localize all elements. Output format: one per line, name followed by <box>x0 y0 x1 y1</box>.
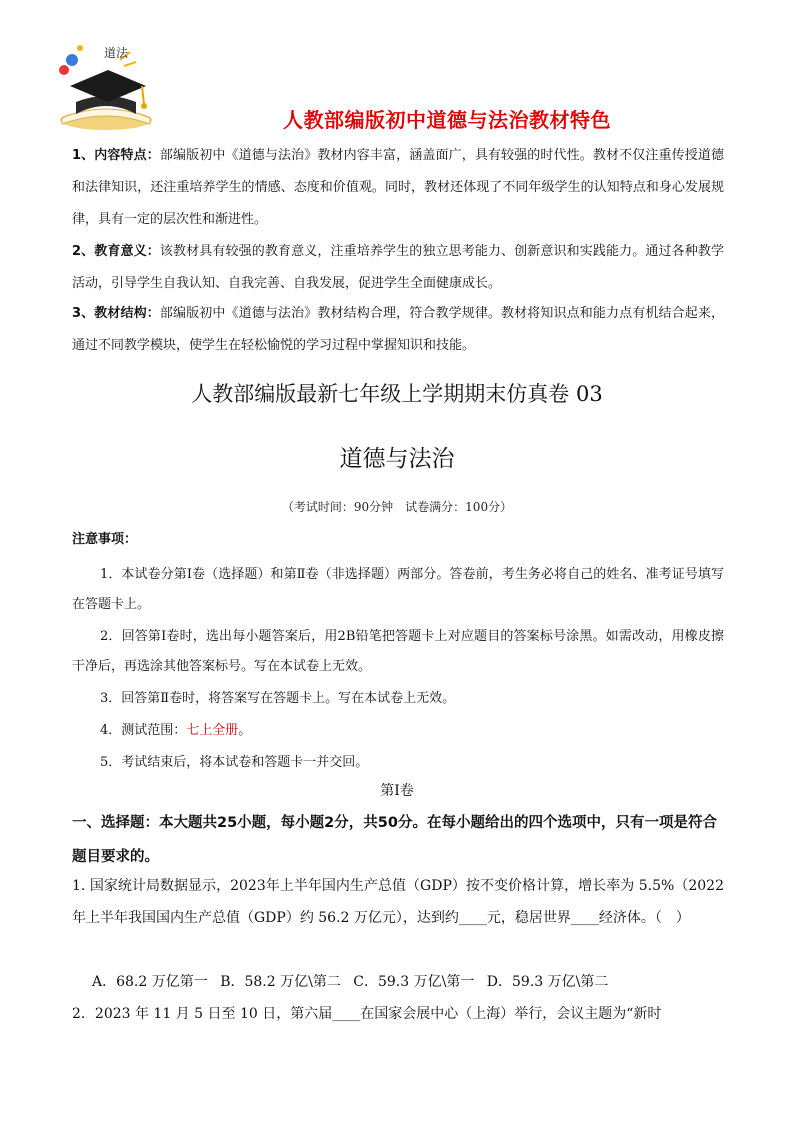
feature-structure <box>72 298 724 362</box>
feature-head: 1、内容特点： <box>72 148 160 163</box>
feature-text: 该教材具有较强的教育意义，注重培养学生的独立思考能力、创新意识和实践能力。通过各种教学活动，引导学生自我认知、自我完善、自我发展，促进学生全面健康成长。 <box>72 244 724 291</box>
feature-head: 3、教材结构： <box>72 306 160 321</box>
notice-item: 2．回答第Ⅰ卷时，选出每小题答案后，用2B铅笔把答题卡上对应题目的答案标号涂黑。如需改动，用橡皮擦干净后，再选涂其他答案标号。写在本试卷上无效。 <box>72 629 724 674</box>
feature-text: 部编版初中《道德与法治》教材内容丰富，涵盖面广，具有较强的时代性。教材不仅注重传授道德和法律知识，还注重培养学生的情感、态度和价值观。同时，教材还体现了不同年级学生的认知特点和身心发展规律，具有一定的层次性和渐进性。 <box>72 148 724 227</box>
option-b: B．58.2 万亿\第二 <box>220 974 341 990</box>
question-1-options <box>92 966 616 998</box>
notice-item4-prefix: 4．测试范围： <box>100 723 187 738</box>
notice-item4-suffix: 。 <box>238 723 252 738</box>
option-c: C．59.3 万亿\第一 <box>353 974 475 990</box>
volume-heading: 第Ⅰ卷 <box>380 783 414 799</box>
feature-content <box>72 140 724 236</box>
feature-text: 部编版初中《道德与法治》教材结构合理，符合教学规律。教材将知识点和能力点有机结合起来，通过不同教学模块，使学生在轻松愉悦的学习过程中掌握知识和技能。 <box>72 306 724 353</box>
feature-head: 2、教育意义： <box>72 244 160 259</box>
exam-title: 人教部编版最新七年级上学期期末仿真卷 03 <box>191 382 603 406</box>
test-scope: 七上全册 <box>186 723 239 738</box>
notice-item: 3．回答第Ⅱ卷时，将答案写在答题卡上。写在本试卷上无效。 <box>100 691 456 706</box>
question-2: 2．2023 年 11 月 5 日至 10 日，第六届____在国家会展中心（上海）举行，会议主题为“新时 <box>72 1006 662 1022</box>
option-a: A．68.2 万亿第一 <box>92 974 208 990</box>
banner-title: 人教部编版初中道德与法治教材特色 <box>283 108 611 132</box>
notice-heading: 注意事项： <box>72 532 138 547</box>
notice-item: 1．本试卷分第Ⅰ卷（选择题）和第Ⅱ卷（非选择题）两部分。答卷前，考生务必将自己的姓名、准考证号填写在答题卡上。 <box>72 567 724 612</box>
exam-subject: 道德与法治 <box>339 446 455 472</box>
notice-item <box>72 716 724 746</box>
logo-label: 道法 <box>104 46 129 60</box>
feature-education <box>72 236 724 300</box>
option-d: D．59.3 万亿\第二 <box>486 974 609 990</box>
section-heading: 一、选择题：本大题共25小题，每小题2分，共50分。在每小题给出的四个选项中，只有一项是符合题目要求的。 <box>72 815 717 865</box>
notice-item: 5．考试结束后，将本试卷和答题卡一并交回。 <box>100 755 369 770</box>
question-1: 1. 国家统计局数据显示，2023年上半年国内生产总值（GDP）按不变价格计算，增长率为 5.5%（2022年上半年我国国内生产总值（GDP）约 56.2 万亿元），达到约____元，稳居世界____经济体。（ ） <box>72 878 724 926</box>
exam-meta: （考试时间：90分钟 试卷满分：100分） <box>281 500 513 514</box>
